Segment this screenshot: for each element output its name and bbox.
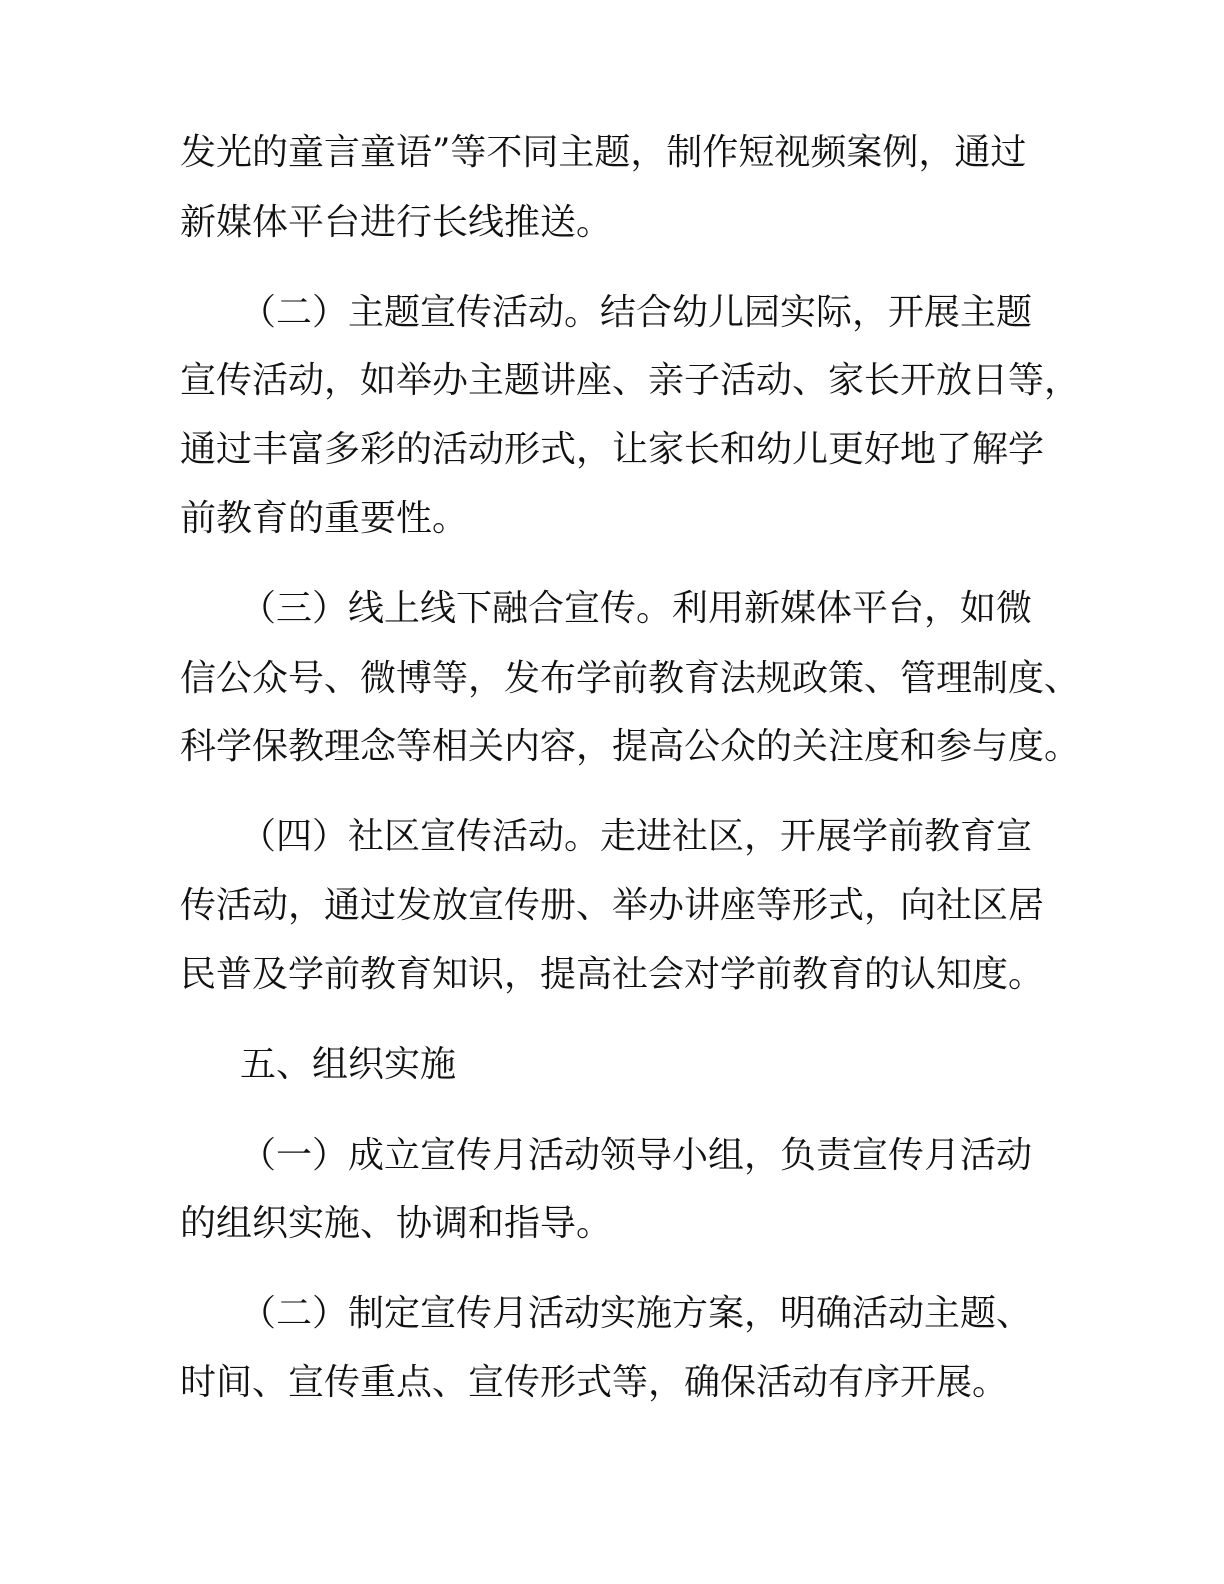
paragraph-line: 民普及学前教育知识，提高社会对学前教育的认知度。 [180,954,1045,995]
paragraph-line: 新媒体平台进行长线推送。 [180,202,613,243]
paragraph-line: 通过丰富多彩的活动形式，让家长和幼儿更好地了解学 [180,429,1045,470]
paragraph-line: 信公众号、微博等，发布学前教育法规政策、管理制度、 [180,658,1081,699]
paragraph-line: 传活动，通过发放宣传册、举办讲座等形式，向社区居 [180,885,1045,926]
paragraph-line: 科学保教理念等相关内容，提高公众的关注度和参与度。 [180,726,1081,767]
paragraph-line: 的组织实施、协调和指导。 [180,1203,613,1244]
paragraph-line: （四）社区宣传活动。走进社区，开展学前教育宣 [240,816,1033,857]
paragraph-line: （二）主题宣传活动。结合幼儿园实际，开展主题 [240,292,1033,333]
paragraph-line: 前教育的重要性。 [180,498,469,539]
paragraph-line: （三）线上线下融合宣传。利用新媒体平台，如微 [240,588,1033,629]
section-heading: 五、组织实施 [240,1044,457,1085]
paragraph-line: 发光的童言童语”等不同主题，制作短视频案例，通过 [180,132,1027,173]
paragraph-line: （二）制定宣传月活动实施方案，明确活动主题、 [240,1293,1033,1334]
paragraph-line: （一）成立宣传月活动领导小组，负责宣传月活动 [240,1135,1033,1176]
paragraph-line: 时间、宣传重点、宣传形式等，确保活动有序开展。 [180,1362,1009,1403]
paragraph-line: 宣传活动，如举办主题讲座、亲子活动、家长开放日等， [180,360,1081,401]
